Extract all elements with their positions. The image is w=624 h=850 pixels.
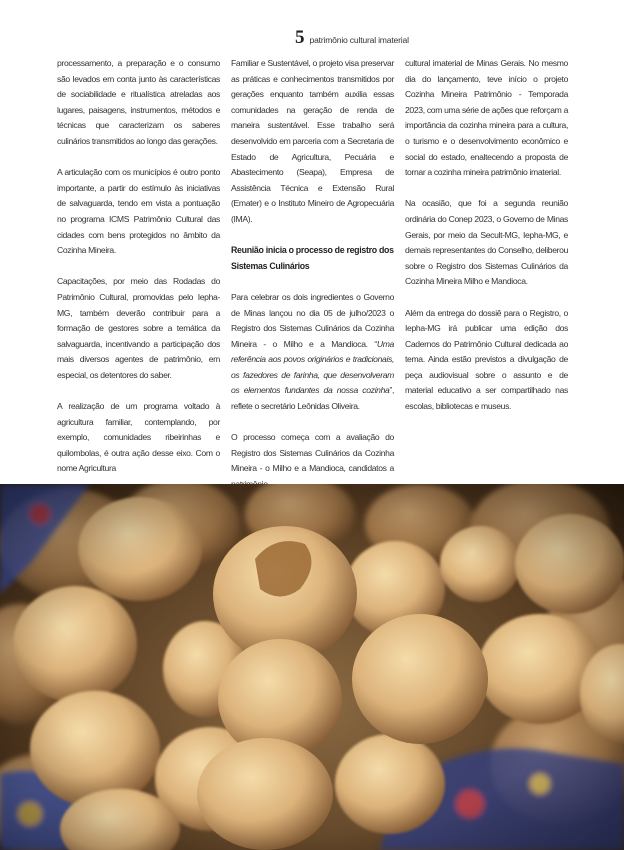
text-column-2 — [231, 56, 394, 508]
paragraph: A articulação com os municípios é outro ponto importante, a partir do estímulo às iniciativas de salvaguarda, tendo em vista a pontuação no programa ICMS Patrimônio Cultural das cidades com bens protegidos no âmbito da Cozinha Mineira. — [57, 167, 220, 256]
paragraph: Capacitações, por meio das Rodadas do Patrimônio Cultural, promovidas pelo Iepha-MG, também deverão contribuir para a formação de gestores sobre a temática da salvaguarda, incentivando a participação dos mais diversos agentes de patrimônio, em especial, os detentores do saber. — [57, 276, 220, 380]
paragraph: processamento, a preparação e o consumo são levados em conta junto às características de sociabilidade e ritualística atreladas aos lugares, paisagens, instrumentos, métodos e técnicas que caracterizam os saberes culinários transmitidos ao longo das gerações. — [57, 58, 220, 146]
paragraph: cultural imaterial de Minas Gerais. No mesmo dia do lançamento, teve início o projeto Cozinha Mineira Patrimônio - Temporada 2023, com uma série de ações que reforçam a importância da cozinha mineira para a cultura, o turismo e o desenvolvimento econômico e social do estado, enaltecendo a proposta de tornar a cozinha mineira patrimônio imaterial. — [405, 58, 568, 178]
section-title: patrimônio cultural imaterial — [309, 35, 409, 45]
photo-illustration — [0, 484, 624, 850]
paragraph-with-quote — [231, 290, 394, 415]
paragraph: O processo começa com a avaliação do Registro dos Sistemas Culinários da Cozinha Mineira - o Milho e a Mandioca, candidatos a — [231, 432, 394, 474]
page-header — [295, 27, 409, 47]
paragraph: Na ocasião, que foi a segunda reunião ordinária do Conep 2023, o Governo de Minas Gerais, por meio da Secult-MG, Iepha-MG, e demais representantes do Conselho, deliberou sobre o Registro dos Sistemas Culinários da Cozinha Mineira Milho e Mandioca. — [405, 198, 568, 287]
section-heading: Reunião inicia o processo de registro dos Sistemas Culinários — [231, 245, 394, 271]
paragraph: Além da entrega do dossiê para o Registro, o Iepha-MG irá publicar uma edição dos Cadernos do Patrimônio Cultural dedicada ao tema. Ainda estão previstos a divulgação de peça audiovisual sobre o assunto e de material educativo a ser compartilhado nas escolas, bibliotecas e museus. — [405, 307, 568, 412]
cheese-bread-photo — [0, 484, 624, 850]
text-column-3 — [405, 56, 568, 430]
quote-text: Uma referência aos povos originários e tradicionais, os fazedores de farinha, que desenvolveram os elementos fundantes da nossa cozinha — [231, 338, 394, 396]
quote-intro: Para celebrar os dois ingredientes o Governo de Minas lançou no dia 05 de julho/2023 o Registro dos Sistemas Culinários da Cozinha Mineira - o Milho e a Mandioca. “ — [231, 291, 394, 349]
paragraph: A realização de um programa voltado à agricultura familiar, contemplando, por exemplo, comunidades ribeirinhas e quilombolas, é outra ação desse eixo. Com o nome Agricultura — [57, 401, 220, 474]
text-column-1 — [57, 56, 220, 493]
paragraph: Familiar e Sustentável, o projeto visa preservar as práticas e conhecimentos transmitidos por gerações enquanto também auxilia essas comunidades na geração de renda de maneira sustentável. Esse trabalho será desenvolvido em parceria com a Secretaria de Estado de Agricultura, Pecuária e Abastecimento (Seapa), Empresa de Assistência Técnica e Extensão Rural (Emater) e o Instituto Mineiro de Agropecuária (IMA). — [231, 58, 394, 224]
page-number: 5 — [295, 27, 305, 48]
quote-attribution: ”, reflete o secretário Leônidas Oliveira. — [231, 385, 394, 412]
